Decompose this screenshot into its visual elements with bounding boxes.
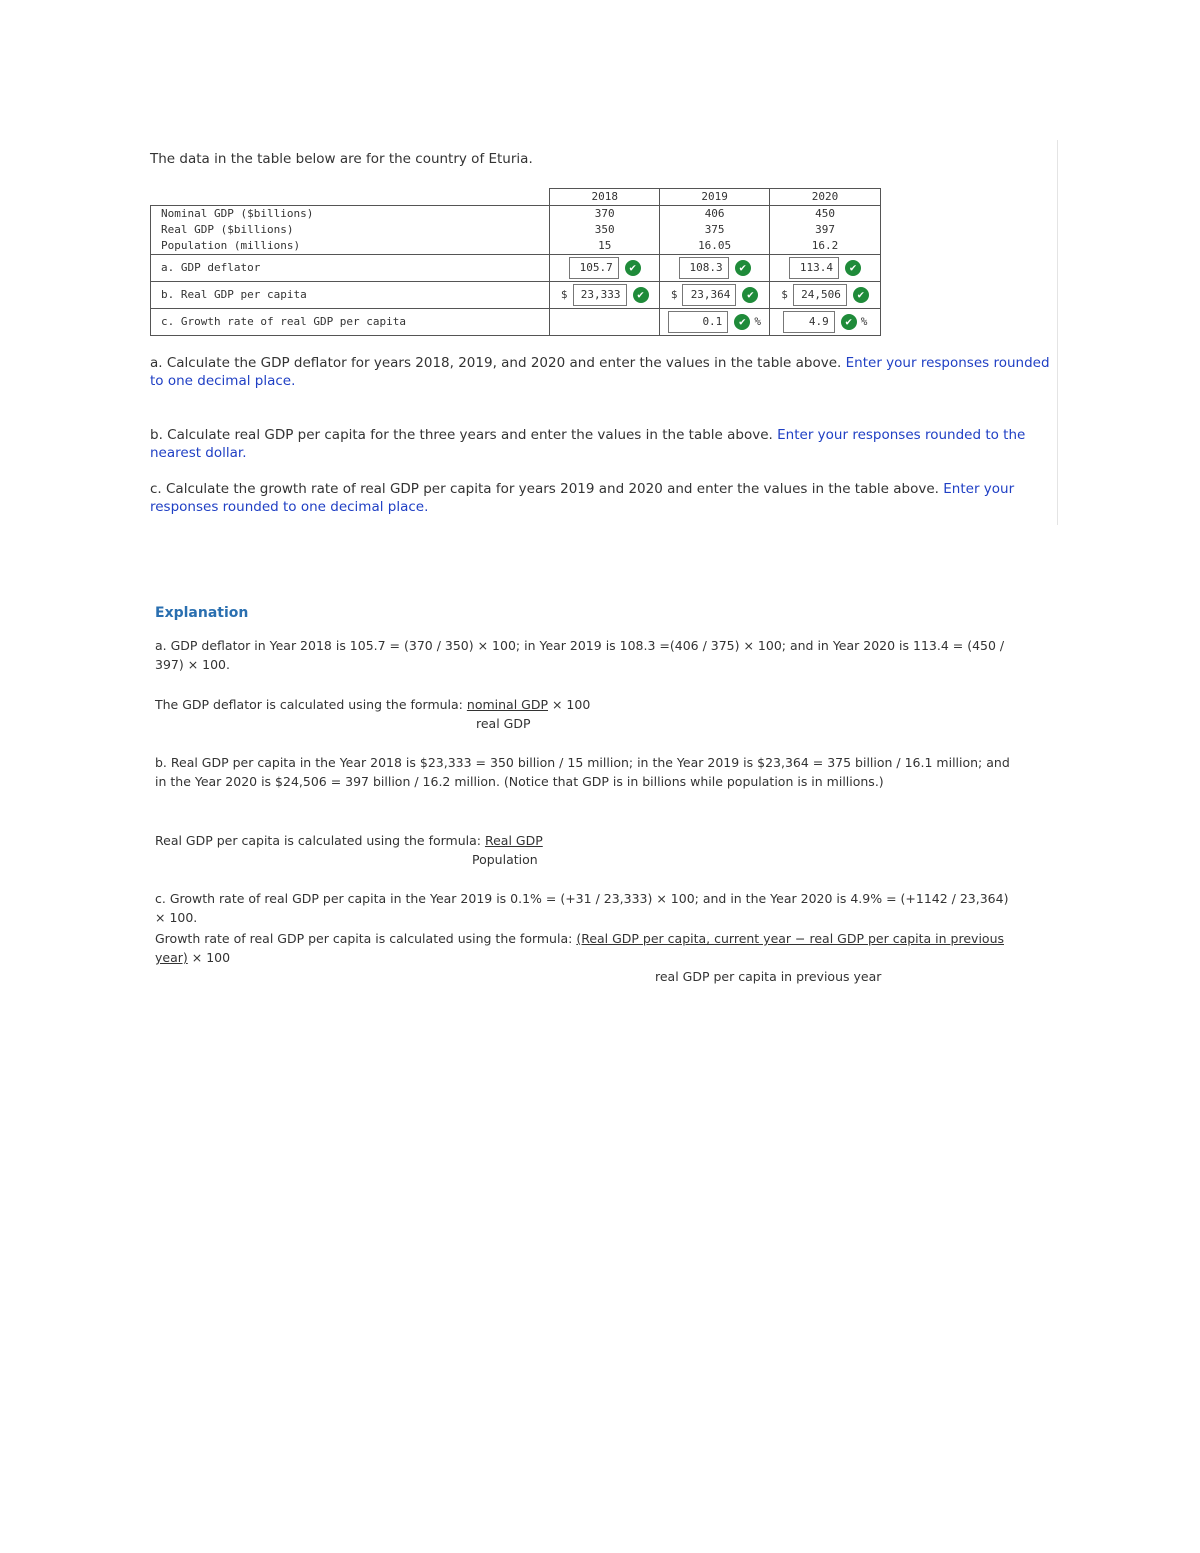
- formula-prefix: Real GDP per capita is calculated using the formula:: [155, 833, 481, 848]
- check-icon: ✔: [841, 314, 857, 330]
- answer-cell: [660, 309, 770, 336]
- check-icon: ✔: [734, 314, 750, 330]
- check-icon: ✔: [735, 260, 751, 276]
- header-blank-cell: [151, 189, 550, 206]
- year-header-2018: 2018: [550, 189, 660, 206]
- formula-prefix: The GDP deflator is calculated using the formula:: [155, 697, 463, 712]
- percent-unit: %: [754, 315, 761, 328]
- formula-suffix: × 100: [191, 950, 231, 965]
- formula-numerator: Real GDP: [484, 833, 543, 848]
- question-c-text: c. Calculate the growth rate of real GDP per capita for years 2019 and 2020 and enter the values in the table above.: [150, 481, 939, 497]
- row-label: Nominal GDP ($billions): [151, 206, 550, 223]
- growth-formula-denominator: real GDP per capita in previous year: [655, 969, 882, 984]
- question-c-hint: Enter your responses rounded to one decimal place.: [150, 481, 1015, 515]
- table-cell: 397: [770, 222, 881, 238]
- question-a-hint: Enter your responses rounded to one decimal place.: [150, 355, 1050, 389]
- check-icon: ✔: [845, 260, 861, 276]
- table-row-nominal-gdp: [151, 206, 881, 223]
- row-label: Real GDP ($billions): [151, 222, 550, 238]
- check-icon: ✔: [742, 287, 758, 303]
- table-cell: 15: [550, 238, 660, 255]
- empty-cell: [550, 309, 660, 336]
- explanation-c: c. Growth rate of real GDP per capita in the Year 2019 is 0.1% = (+31 / 23,333) × 100; and in the Year 2020 is 4.9% = (+1142 / 23,364) × 100.: [155, 891, 1009, 925]
- per-capita-2018-input[interactable]: 23,333: [573, 284, 627, 306]
- table-row-growth-rate: [151, 309, 881, 336]
- deflator-formula: [155, 695, 1015, 714]
- question-a-text: a. Calculate the GDP deflator for years 2018, 2019, and 2020 and enter the values in the table above.: [150, 355, 842, 371]
- table-header-row: [151, 189, 881, 206]
- intro-text: The data in the table below are for the country of Eturia.: [150, 151, 533, 167]
- growth-formula: [155, 929, 1015, 967]
- gdp-table: [150, 188, 881, 336]
- answer-cell: [550, 255, 660, 282]
- per-capita-formula-denominator: Population: [472, 852, 538, 867]
- table-cell: 450: [770, 206, 881, 223]
- currency-symbol: $: [670, 288, 678, 301]
- table-row-real-gdp: [151, 222, 881, 238]
- growth-2020-input[interactable]: 4.9: [783, 311, 835, 333]
- table-cell: 370: [550, 206, 660, 223]
- per-capita-2019-input[interactable]: 23,364: [682, 284, 736, 306]
- deflator-2020-input[interactable]: 113.4: [789, 257, 839, 279]
- right-divider: [1057, 140, 1058, 525]
- deflator-formula-denominator: real GDP: [476, 716, 531, 731]
- table-cell: 350: [550, 222, 660, 238]
- table-cell: 375: [660, 222, 770, 238]
- table-cell: 16.2: [770, 238, 881, 255]
- row-label: c. Growth rate of real GDP per capita: [151, 309, 550, 336]
- question-a: [150, 354, 1055, 390]
- check-icon: ✔: [633, 287, 649, 303]
- row-label: Population (millions): [151, 238, 550, 255]
- year-header-2020: 2020: [770, 189, 881, 206]
- answer-cell: [550, 282, 660, 309]
- table-cell: 406: [660, 206, 770, 223]
- question-b-text: b. Calculate real GDP per capita for the three years and enter the values in the table above.: [150, 427, 773, 443]
- row-label: b. Real GDP per capita: [151, 282, 550, 309]
- formula-prefix: Growth rate of real GDP per capita is calculated using the formula:: [155, 931, 573, 946]
- growth-2019-input[interactable]: 0.1: [668, 311, 728, 333]
- explanation-title: Explanation: [155, 605, 249, 621]
- currency-symbol: $: [560, 288, 568, 301]
- per-capita-formula: [155, 831, 1015, 850]
- table-row-population: [151, 238, 881, 255]
- table-row-real-gdp-per-capita: [151, 282, 881, 309]
- table-cell: 16.05: [660, 238, 770, 255]
- row-label: a. GDP deflator: [151, 255, 550, 282]
- question-b: [150, 426, 1055, 462]
- percent-unit: %: [860, 315, 868, 328]
- formula-numerator: (Real GDP per capita, current year − real GDP per capita in previous year): [155, 931, 1004, 965]
- answer-cell: [770, 282, 881, 309]
- year-header-2019: 2019: [660, 189, 770, 206]
- answer-cell: [660, 282, 770, 309]
- explanation-a: a. GDP deflator in Year 2018 is 105.7 = (370 / 350) × 100; in Year 2019 is 108.3 =(406 / 375) × 100; and in Year 2020 is 113.4 = (450 / 397) × 100.: [155, 638, 1005, 672]
- answer-cell: [660, 255, 770, 282]
- question-b-hint: Enter your responses rounded to the nearest dollar.: [150, 427, 1026, 461]
- explanation-b: b. Real GDP per capita in the Year 2018 is $23,333 = 350 billion / 15 million; in the Year 2019 is $23,364 = 375 billion / 16.1 million; and in the Year 2020 is $24,506 = 397 billion / 16.2 million. (Notice that GDP is in billions while population is in millions.): [155, 755, 1010, 789]
- check-icon: ✔: [853, 287, 869, 303]
- deflator-2019-input[interactable]: 108.3: [679, 257, 729, 279]
- per-capita-2020-input[interactable]: 24,506: [793, 284, 847, 306]
- check-icon: ✔: [625, 260, 641, 276]
- formula-numerator: nominal GDP: [466, 697, 548, 712]
- currency-symbol: $: [781, 288, 788, 301]
- formula-suffix: × 100: [551, 697, 591, 712]
- question-c: [150, 480, 1055, 516]
- answer-cell: [770, 309, 881, 336]
- table-row-gdp-deflator: [151, 255, 881, 282]
- answer-cell: [770, 255, 881, 282]
- deflator-2018-input[interactable]: 105.7: [569, 257, 619, 279]
